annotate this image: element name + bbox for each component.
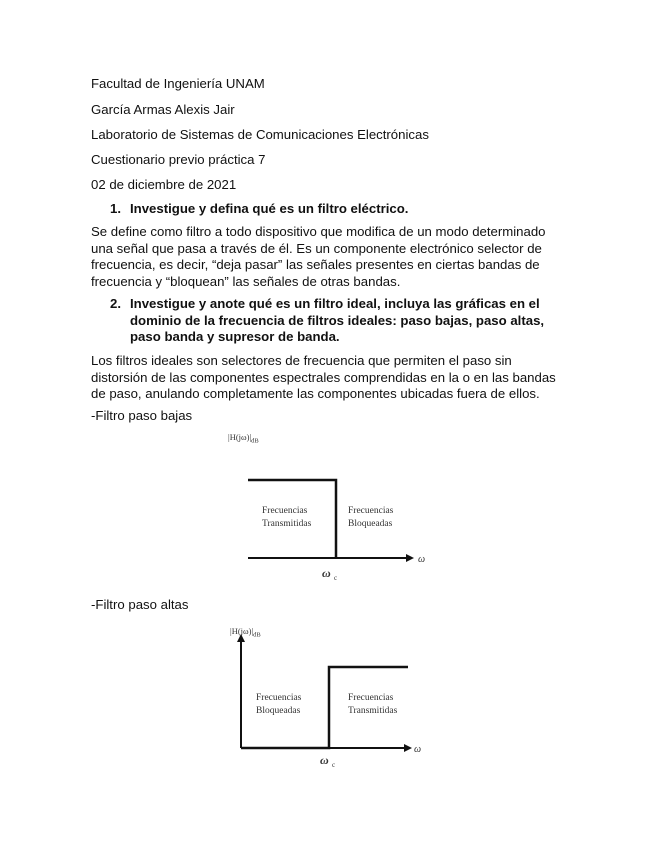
lowpass-y-label-sub: dB — [251, 437, 259, 445]
lowpass-right-label-1: Frecuencias — [348, 506, 394, 516]
lowpass-caption: -Filtro paso bajas — [91, 408, 193, 423]
highpass-right-label-2: Transmitidas — [348, 706, 398, 716]
highpass-y-label — [230, 626, 261, 639]
highpass-figure — [228, 620, 428, 770]
question-2-number: 2. — [110, 296, 121, 311]
lowpass-x-label: ω — [418, 554, 426, 565]
highpass-cutoff-label: ω — [320, 753, 329, 767]
institution-line: Facultad de Ingeniería UNAM — [91, 76, 265, 91]
date-line: 02 de diciembre de 2021 — [91, 177, 237, 192]
highpass-cutoff-sub: c — [332, 761, 336, 769]
course-line: Laboratorio de Sistemas de Comunicaciones Electrónicas — [91, 127, 429, 142]
lowpass-plot — [248, 428, 438, 588]
answer-1: Se define como filtro a todo dispositivo que modifica de un modo determinado una señal que pasa a través de él. Es un componente electrónico selector de frecuencia, es decir, “deja pasar” las señales presentes en ciertas bandas de frecuencia y “bloquean” las señales de otras bandas. — [91, 224, 546, 289]
highpass-right-label-1: Frecuencias — [348, 693, 394, 703]
highpass-y-label-main: |H(jω)| — [230, 626, 254, 636]
question-2-text: Investigue y anote qué es un filtro ideal, incluya las gráficas en el dominio de la frecuencia de filtros ideales: paso bajas, paso altas, paso banda y supresor de banda. — [130, 296, 545, 345]
answer-2: Los filtros ideales son selectores de frecuencia que permiten el paso sin distorsión de las componentes espectrales comprendidas en la o en las bandas de paso, anulando completamente las componentes ubicadas fuera de ellos. — [91, 353, 556, 402]
author-line: García Armas Alexis Jair — [91, 102, 235, 117]
lowpass-left-label-1: Frecuencias — [262, 506, 308, 516]
title-line: Cuestionario previo práctica 7 — [91, 152, 266, 167]
lowpass-y-label — [228, 432, 259, 445]
highpass-left-label-1: Frecuencias — [256, 693, 302, 703]
lowpass-right-label-2: Bloqueadas — [348, 519, 393, 529]
question-1-number: 1. — [110, 201, 121, 216]
lowpass-cutoff-label: ω — [322, 566, 331, 580]
lowpass-left-label-2: Transmitidas — [262, 519, 312, 529]
lowpass-y-label-main: |H(jω)| — [228, 432, 252, 442]
question-1-text: Investigue y defina qué es un filtro eléctrico. — [130, 201, 409, 216]
lowpass-cutoff-sub: c — [334, 574, 338, 582]
highpass-y-label-sub: dB — [253, 631, 261, 639]
highpass-caption: -Filtro paso altas — [91, 597, 189, 612]
highpass-plot — [228, 620, 428, 770]
highpass-left-label-2: Bloqueadas — [256, 706, 301, 716]
highpass-x-label: ω — [414, 744, 422, 755]
